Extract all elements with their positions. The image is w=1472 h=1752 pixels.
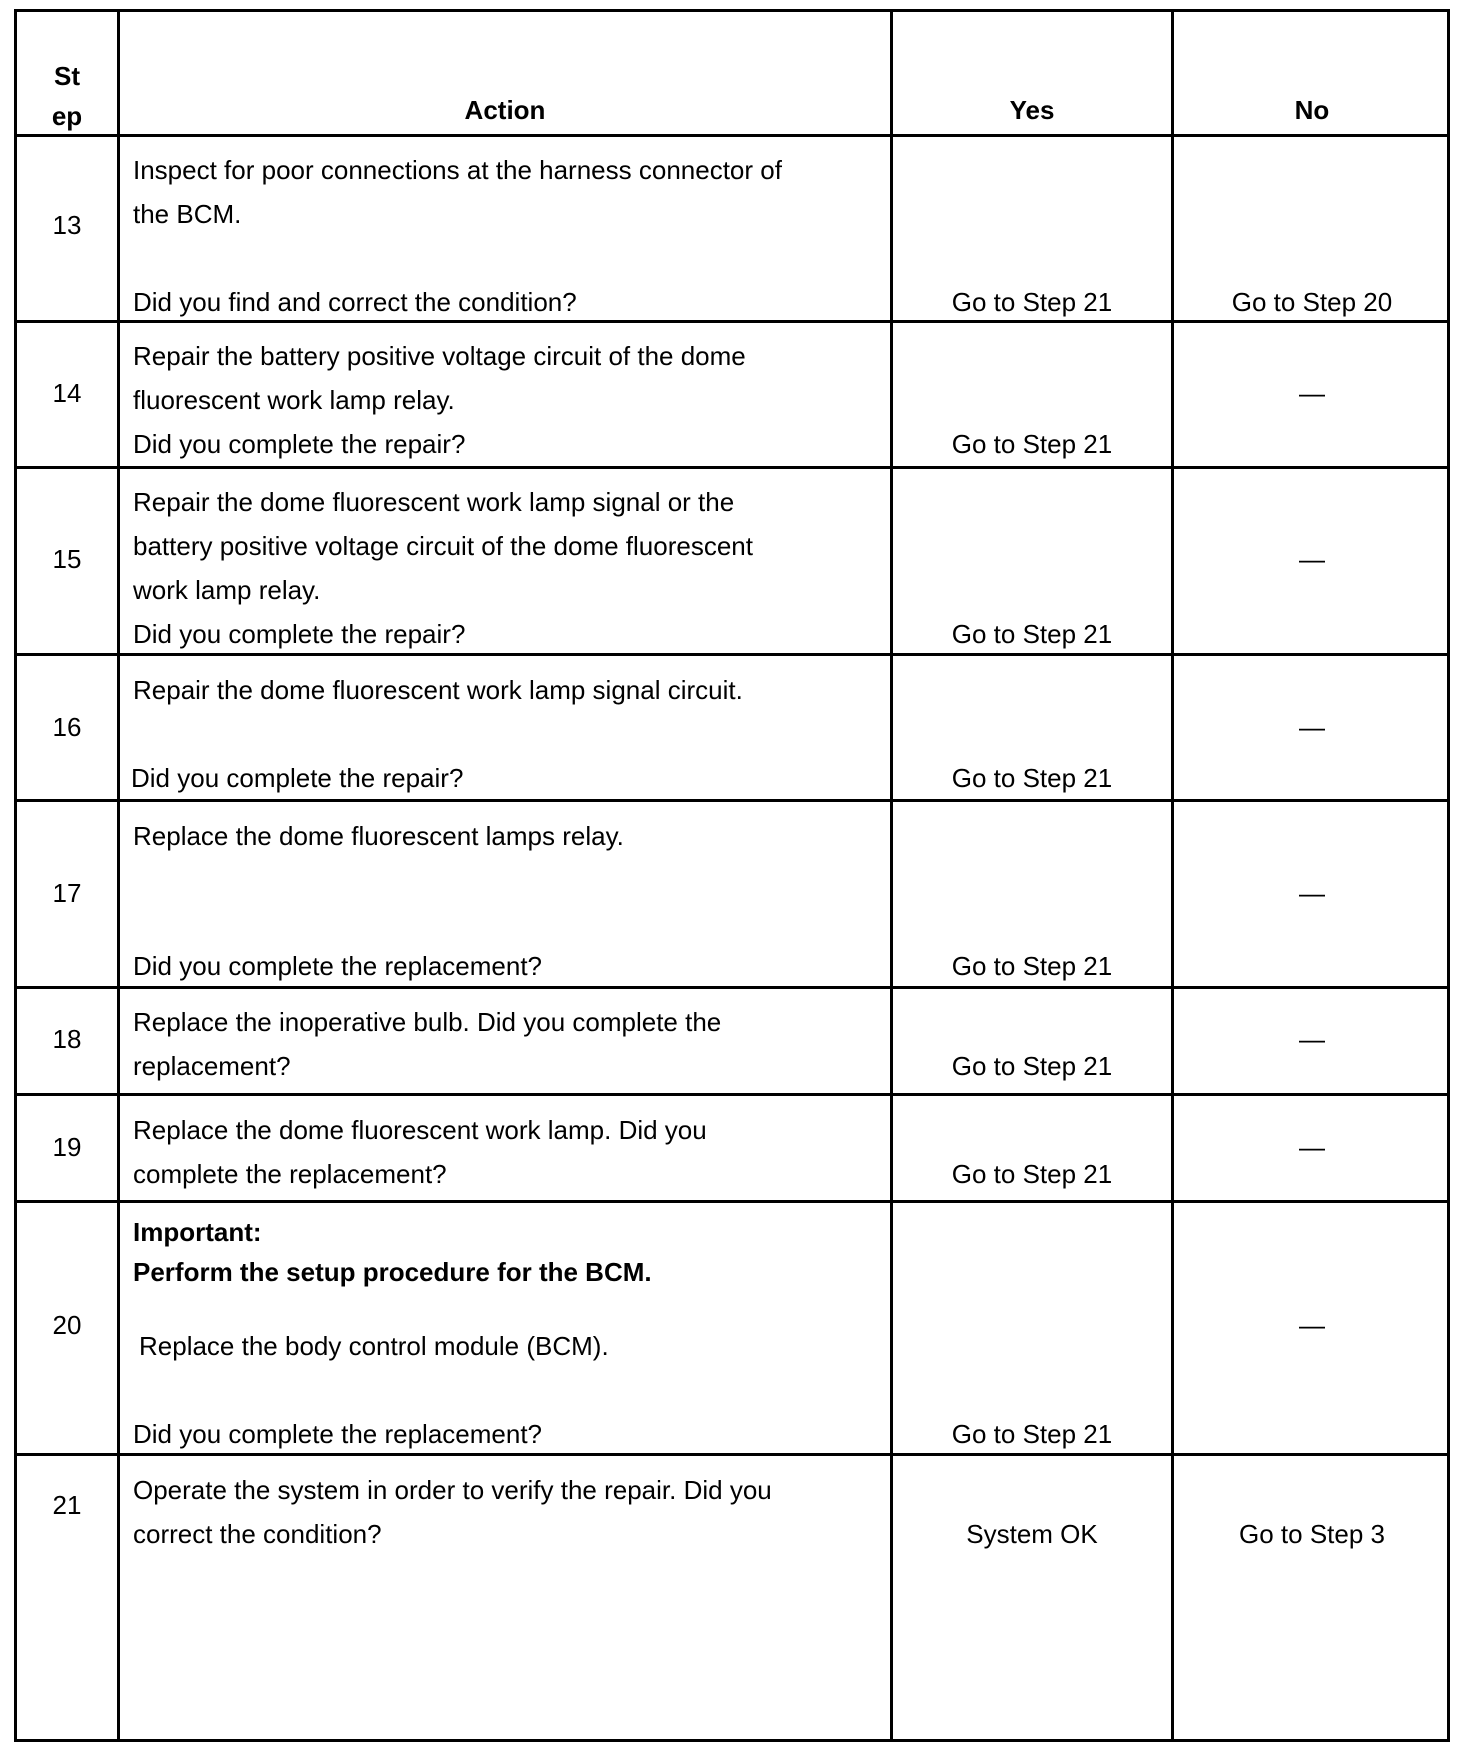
step-number: 19 xyxy=(52,1132,82,1162)
no-result: — xyxy=(1299,544,1325,574)
action-text: Replace the dome fluorescent work lamp. Did you xyxy=(133,1115,707,1145)
action-text: fluorescent work lamp relay. xyxy=(133,385,455,415)
yes-result: Go to Step 21 xyxy=(951,1419,1113,1449)
action-text: Repair the dome fluorescent work lamp signal circuit. xyxy=(133,675,743,705)
row-divider xyxy=(17,134,1447,137)
action-text: Replace the dome fluorescent lamps relay. xyxy=(133,821,624,851)
step-number: 17 xyxy=(52,878,82,908)
action-text: Did you complete the replacement? xyxy=(133,951,543,981)
row-divider xyxy=(17,1200,1447,1203)
troubleshooting-table xyxy=(14,9,1450,1742)
action-text: work lamp relay. xyxy=(133,575,321,605)
header-step: St ep xyxy=(51,61,83,131)
step-number: 13 xyxy=(52,210,82,240)
step-number: 15 xyxy=(52,544,82,574)
yes-result: System OK xyxy=(966,1519,1098,1549)
no-result: — xyxy=(1299,878,1325,908)
yes-result: Go to Step 21 xyxy=(951,763,1113,793)
yes-result: Go to Step 21 xyxy=(951,1159,1113,1189)
no-result: — xyxy=(1299,378,1325,408)
action-text: Did you complete the repair? xyxy=(133,429,466,459)
action-text: Did you complete the repair? xyxy=(131,763,464,793)
important-note: Perform the setup procedure for the BCM. xyxy=(133,1257,652,1287)
action-text: Replace the inoperative bulb. Did you complete the xyxy=(133,1007,722,1037)
column-divider xyxy=(1171,12,1174,1739)
yes-result: Go to Step 21 xyxy=(951,951,1113,981)
header-yes: Yes xyxy=(1009,95,1055,125)
no-result: Go to Step 3 xyxy=(1239,1519,1385,1549)
action-text: Repair the dome fluorescent work lamp signal or the xyxy=(133,487,735,517)
no-result: Go to Step 20 xyxy=(1231,287,1393,317)
column-divider xyxy=(117,12,120,1739)
action-text: Did you find and correct the condition? xyxy=(133,287,577,317)
step-number: 21 xyxy=(52,1490,82,1520)
row-divider xyxy=(17,466,1447,469)
action-text: Replace the body control module (BCM). xyxy=(139,1331,609,1361)
action-text: correct the condition? xyxy=(133,1519,382,1549)
step-number: 16 xyxy=(52,712,82,742)
yes-result: Go to Step 21 xyxy=(951,1051,1113,1081)
no-result: — xyxy=(1299,1024,1325,1054)
yes-result: Go to Step 21 xyxy=(951,429,1113,459)
action-text: Repair the battery positive voltage circuit of the dome xyxy=(133,341,746,371)
column-divider xyxy=(890,12,893,1739)
no-result: — xyxy=(1299,1310,1325,1340)
action-text: complete the replacement? xyxy=(133,1159,447,1189)
action-text: the BCM. xyxy=(133,199,242,229)
action-text: battery positive voltage circuit of the dome fluorescent xyxy=(133,531,753,561)
action-text: Did you complete the repair? xyxy=(133,619,466,649)
step-number: 20 xyxy=(52,1310,82,1340)
action-text: Inspect for poor connections at the harness connector of xyxy=(133,155,782,185)
header-action: Action xyxy=(464,95,546,125)
no-result: — xyxy=(1299,1132,1325,1162)
important-label: Important: xyxy=(133,1217,262,1247)
action-text: replacement? xyxy=(133,1051,291,1081)
action-text: Operate the system in order to verify the repair. Did you xyxy=(133,1475,772,1505)
yes-result: Go to Step 21 xyxy=(951,619,1113,649)
no-result: — xyxy=(1299,712,1325,742)
header-no: No xyxy=(1294,95,1330,125)
step-number: 14 xyxy=(52,378,82,408)
action-text: Did you complete the replacement? xyxy=(133,1419,543,1449)
yes-result: Go to Step 21 xyxy=(951,287,1113,317)
row-divider xyxy=(17,1093,1447,1096)
step-number: 18 xyxy=(52,1024,82,1054)
